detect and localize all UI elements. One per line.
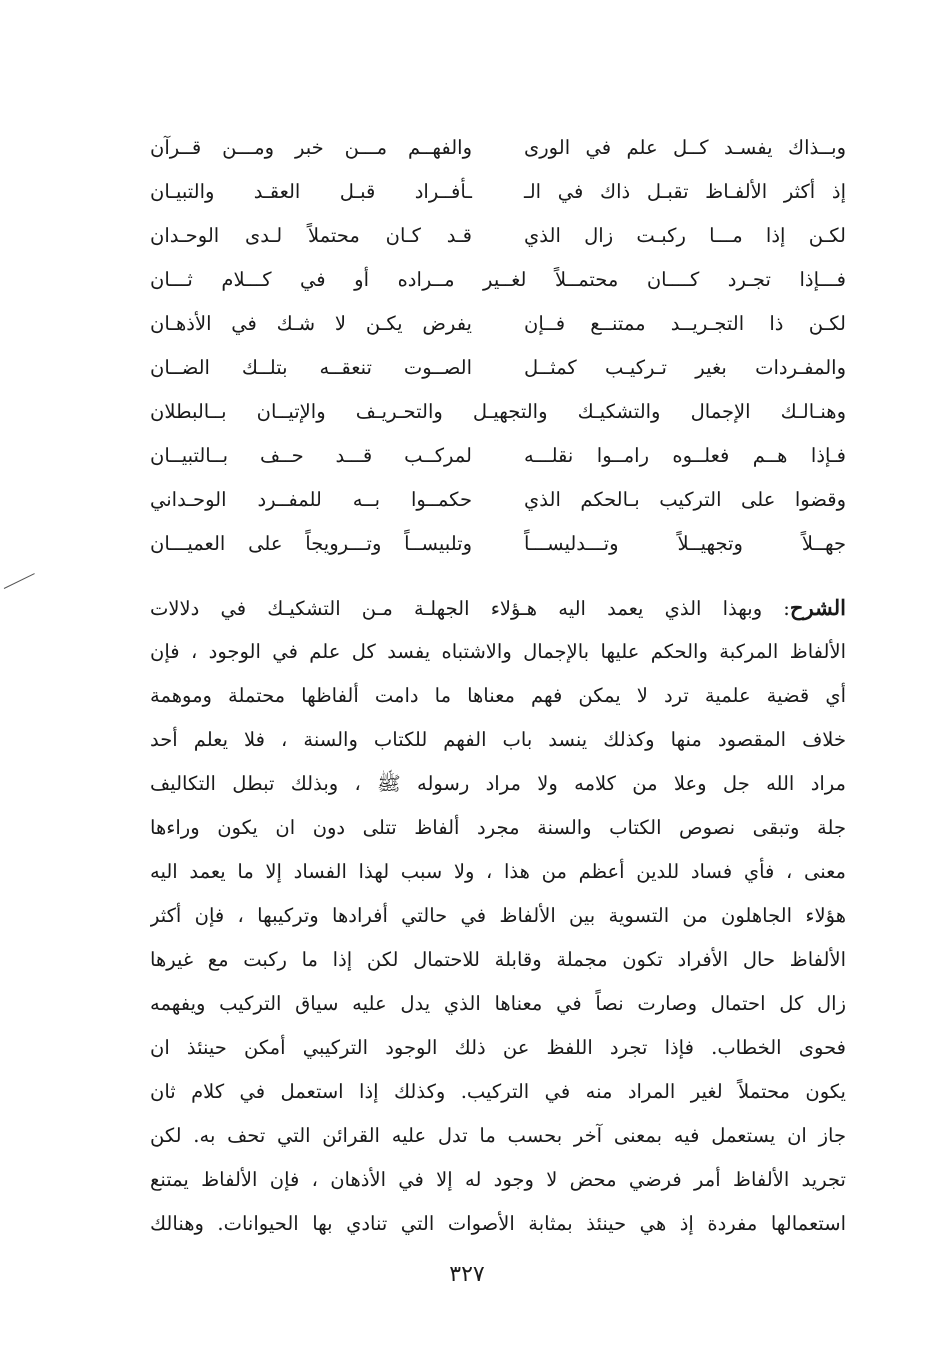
- commentary-line-8: هؤلاء الجاهلون من التسوية بين الألفاظ في حالتي أفرادها وتركيبها ، فإن أكثر: [150, 904, 846, 927]
- commentary-line-9: الألفاظ حال الأفراد تكون مجملة وقابلة للاحتمال لكن إذا ما ركبت مع غيرها: [150, 948, 846, 971]
- scan-margin-mark: [4, 573, 35, 589]
- verse-3: [150, 214, 846, 258]
- commentary-lead-word: الشرح: [789, 595, 846, 620]
- verse-2-first-hemistich: إذ أكثر الألفـاظ تقبـل ذاك في الـ: [524, 180, 846, 203]
- verse-7: [150, 390, 846, 434]
- commentary-line-5: مراد الله جل وعلا من كلامه ولا مراد رسوله ﷺ ، وبذلك تبطل التكاليف: [150, 772, 846, 795]
- verse-1-second-hemistich: والفهــم مـــن خبر ومـــن قــرآن: [150, 136, 472, 159]
- poem-block: [150, 126, 846, 566]
- verse-9-second-hemistich: حكمــوا بــه للمفــرد الوحـداني: [150, 488, 472, 511]
- verse-1: [150, 126, 846, 170]
- commentary-line-11: فحوى الخطاب. فإذا تجرد اللفظ عن ذلك الوجود التركيبي أمكن حينئذ ان: [150, 1036, 846, 1059]
- commentary-line-12: يكون محتملاً لغير المراد منه في التركيب. وكذلك إذا استعمل في كلام ثان: [150, 1080, 846, 1103]
- commentary-line-13: جاز ان يستعمل فيه بمعنى آخر بحسب ما تدل عليه القرائن التي تحف به. لكن: [150, 1124, 846, 1147]
- verse-7-full-line: وهنـالـك الإجمال والتشكيـك والتجهيـل والتحـريـف والإتيــان بــالبطلان: [150, 400, 846, 423]
- commentary-block: [150, 586, 846, 1246]
- verse-6-first-hemistich: والمفـردات بغير تـركيـب كمثــل: [524, 356, 846, 379]
- verse-3-first-hemistich: لكـن إذا مـــا ركبـت زال الذي: [524, 224, 846, 247]
- verse-10-second-hemistich: وتلبيســاً وتـــرويجاً على العميـــان: [150, 532, 472, 555]
- verse-4-full-line: فـــإذا تجـرد كــــان محتمــلاً لغــير مــراده أو في كـــلام ثـــان: [150, 268, 846, 291]
- commentary-line-1: [150, 586, 846, 630]
- verse-5: [150, 302, 846, 346]
- verse-5-first-hemistich: لكـن ذا التجـريــد ممتنــع فــإن: [524, 312, 846, 335]
- commentary-line-14: تجريد الألفاظ أمر فرضي محض لا وجود له إلا في الأذهان ، فإن الألفاظ يمتنع: [150, 1168, 846, 1191]
- verse-5-second-hemistich: يفرض يكـن لا شـك في الأذهـان: [150, 312, 472, 335]
- verse-3-second-hemistich: قـد كـان محتملاً لـدى الوحـدان: [150, 224, 472, 247]
- commentary-line-4: خلاف المقصود منها وكذلك ينسد باب الفهم للكتاب والسنة ، فلا يعلم أحد: [150, 728, 846, 751]
- verse-8-first-hemistich: فـإذا هــم فعلــوه رامــوا نقلـــه: [524, 444, 846, 467]
- verse-6-second-hemistich: الصــوت تنعقــه بتلــك الضــان: [150, 356, 472, 379]
- verse-9-first-hemistich: وقضوا على التركيب بـالحكم الذي: [524, 488, 846, 511]
- verse-8: [150, 434, 846, 478]
- verse-10: [150, 522, 846, 566]
- verse-10-first-hemistich: جهــلاً وتجهيــلاً وتـــدليســـاً: [524, 532, 846, 555]
- page-number: ٣٢٧: [449, 1262, 485, 1287]
- commentary-line-1-text: : وبهذا الذي يعمد اليه هـؤلاء الجهلـة مـن التشكيـك في دلالات: [150, 597, 790, 620]
- commentary-line-10: زال كل احتمال وصارت نصاً في معناها الذي يدل عليه سياق التركيب ويفهمه: [150, 992, 846, 1015]
- verse-8-second-hemistich: لمركــب قـــد حــف بــالتبيــان: [150, 444, 472, 467]
- commentary-line-7: معنى ، فأي فساد للدين أعظم من هذا ، ولا سبب لهذا الفساد إلا ما يعمد اليه: [150, 860, 846, 883]
- verse-2: [150, 170, 846, 214]
- commentary-line-2: الألفاظ المركبة والحكم عليها بالإجمال والاشتباه يفسد كل علم في الوجود ، فإن: [150, 640, 846, 663]
- verse-9: [150, 478, 846, 522]
- commentary-line-6: جلة وتبقى نصوص الكتاب والسنة مجرد ألفاظ تتلى دون ان يكون وراءها: [150, 816, 846, 839]
- commentary-line-15: استعمالها مفردة إذ هي حينئذ بمثابة الأصوات التي تنادي بها الحيوانات. وهنالك: [150, 1212, 846, 1235]
- verse-6: [150, 346, 846, 390]
- verse-1-first-hemistich: وبــذاك يفسـد كــل علم في الورى: [524, 136, 846, 159]
- commentary-line-3: أي قضية علمية ترد لا يمكن فهم معناها ما دامت ألفاظها محتملة وموهمة: [150, 684, 846, 707]
- verse-2-second-hemistich: ـأفــراد قبـل العقـد والتبيـان: [150, 180, 472, 203]
- verse-4: [150, 258, 846, 302]
